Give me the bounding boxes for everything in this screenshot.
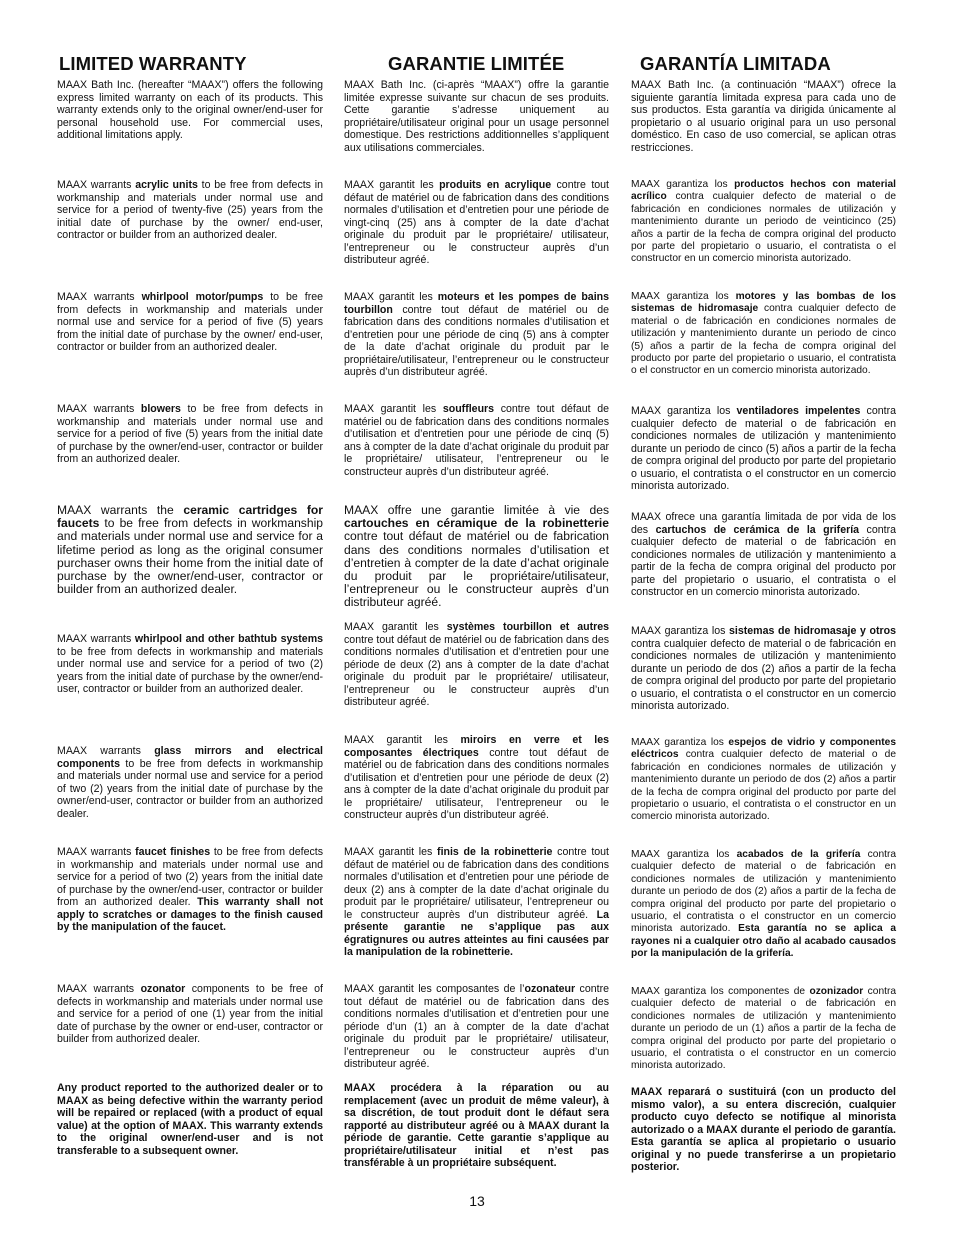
page-number: 13 <box>469 1193 485 1209</box>
whirlpool-motor-paragraph-spanish: MAAX garantiza los motores y las bombas de los sistemas de hidromasaje contra cualquier defecto de material o de fabricación en condiciones normales de utilización y mantenimiento durante un periodo de cinco (5) años a partir de la fecha de compra original del producto por parte del propietario o usuario, el contratista o el constructor en un comercio minorista autorizado. <box>631 291 897 377</box>
blowers-paragraph-spanish: MAAX garantiza los ventiladores impelentes contra cualquier defecto de material o de fabricación en condiciones normales de utilización y mantenimiento durante un periodo de cinco (5) años a partir de la fecha de compra original del producto por parte del propietario o usuario, el contratista o el constructor en un comercio minorista autorizado. <box>631 405 896 493</box>
ceramic-paragraph-english: MAAX warrants the ceramic cartridges for faucets to be free from defects in workmanship and materials under normal use and service for a lifetime period as long as the original consumer purchaser owns their home from the initial date of purchase by the owner/end-user, contractor or builder from an authorized dealer. <box>57 503 323 597</box>
acrylic-paragraph-french: MAAX garantit les produits en acrylique contre tout défaut de matériel ou de fabrication dans des conditions normales d’utilisation et d’entretien pour une période de vingt-cinq (25) ans à compter de la date d’achat originale du produit par le propriétaire/ utilisateur, l’entrepreneur ou le constructeur auprès d’un distributeur agréé. <box>344 179 610 267</box>
intro-paragraph-french: MAAX Bath Inc. (ci-après “MAAX”) offre la garantie limitée expresse suivante sur chacun de ses produits. Cette garantie s’adresse uniquement au propriétaire/utilisateur original pour un usage personnel domestique. Des restrictions additionnelles s’appliquent aux utilisations commerciales. <box>344 79 609 154</box>
intro-paragraph-english: MAAX Bath Inc. (hereafter “MAAX”) offers the following express limited warranty on each of its products. This warranty extends only to the original owner/end-user for personal household use. For commercial uses, additional limitations apply. <box>57 79 323 142</box>
whirlpool-motor-paragraph-french: MAAX garantit les moteurs et les pompes de bains tourbillon contre tout défaut de matériel ou de fabrication dans des conditions normales d’utilisation et d’entretien pour une période de cinq (5) ans à compter de la date d’achat originale du produit par le propriétaire/utilisateur, l’entrepreneur ou le constructeur auprès d’un distributeur agréé. <box>344 291 609 379</box>
acrylic-paragraph-english: MAAX warrants acrylic units to be free from defects in workmanship and materials under normal use and service for a period of twenty-five (25) years from the initial date of purchase by the owner/ end-user, contractor or builder from an authorized dealer. <box>57 179 324 242</box>
mirrors-paragraph-french: MAAX garantit les miroirs en verre et les composantes électriques contre tout défaut de matériel ou de fabrication dans des conditions normales d’utilisation et d’entretien pour une période de deux (2) ans à compter de la date d’achat originale du produit par le propriétaire/ utilisateur, l’entrepreneur ou le constructeur auprès d’un distributeur agréé. <box>344 734 610 822</box>
ozonator-paragraph-english: MAAX warrants ozonator components to be free of defects in workmanship and materials under normal use and service for a period of one (1) year from the initial date of purchase by the owner or end-user, contractor or builder from authorized dealer. <box>57 983 324 1046</box>
acrylic-paragraph-spanish: MAAX garantiza los productos hechos con material acrílico contra cualquier defecto de material o de fabricación en condiciones normales de utilización y mantenimiento durante un periodo de veinticinco (25) años a partir de la fecha de compra original del producto por parte del propietario o usuario, el contratista o el constructor en un comercio minorista autorizado. <box>631 179 896 265</box>
final-paragraph-spanish: MAAX reparará o sustituirá (con un producto del mismo valor), a su entera discreción, cualquier producto cuyo defecto se notifique al minorista autorizado o a MAAX durante el periodo de garantía. Esta garantía se aplica al propietario o usuario original y no puede transferirse a un propietario posterior. <box>631 1086 896 1174</box>
blowers-paragraph-english: MAAX warrants blowers to be free from defects in workmanship and materials under normal use and service for a period of five (5) years from the initial date of purchase by the owner/end-user, contractor or builder from an authorized dealer. <box>57 403 324 466</box>
systems-paragraph-spanish: MAAX garantiza los sistemas de hidromasaje y otros contra cualquier defecto de material o de fabricación en condiciones normales de utilización y mantenimiento durante un periodo de dos (2) años a partir de la fecha de compra original del producto por parte del propietario o usuario, el contratista o el constructor en un comercio minorista autorizado. <box>631 625 896 713</box>
faucet-paragraph-english: MAAX warrants faucet finishes to be free from defects in workmanship and materials under normal use and service for a period of two (2) years from the initial date of purchase by the owner/end-user, contractor or builder from an authorized dealer. This warranty shall not apply to scratches or damages to the finish caused by the manipulation of the faucet. <box>57 846 324 934</box>
faucet-paragraph-french: MAAX garantit les finis de la robinetterie contre tout défaut de matériel ou de fabrication dans des conditions normales d’utilisation et d’entretien pour une période de deux (2) ans à compter de la date d’achat originale du produit par le propriétaire/ utilisateur, l’entrepreneur ou le constructeur auprès d’un distributeur agréé. La présente garantie ne s’applique pas aux égratignures ou autres atteintes au fini causées par la manipulation de la robinetterie. <box>344 846 609 959</box>
mirrors-paragraph-english: MAAX warrants glass mirrors and electrical components to be free from defects in workmanship and materials under normal use and service for a period of two (2) years from the initial date of purchase by the owner/end-user, contractor or builder from an authorized dealer. <box>57 745 323 820</box>
faucet-paragraph-spanish: MAAX garantiza los acabados de la grifería contra cualquier defecto de material o de fabricación en condiciones normales de utilización y mantenimiento durante un periodo de dos (2) años a partir de la fecha de compra original del producto por parte del propietario o usuario, el contratista o el constructor en un comercio minorista autorizado. Esta garantía no se aplica a rayones ni a cualquier otro daño al acabado causados por la manipulación de la grifería. <box>631 849 896 960</box>
ozonator-paragraph-spanish: MAAX garantiza los componentes de ozonizador contra cualquier defecto de material o de fabricación en condiciones normales de utilización y mantenimiento durante un periodo de un (1) años a partir de la fecha de compra original del producto por parte del propietario o usuario, el contratista o el constructor en un comercio minorista autorizado. <box>631 986 896 1072</box>
ceramic-paragraph-french: MAAX offre une garantie limitée à vie des cartouches en céramique de la robinetterie contre tout défaut de matériel ou de fabrication dans des conditions normales d’utilisation et d’entretien à compter de la date d’achat originale du produit par le propriétaire/utilisateur, l’entrepreneur ou le constructeur auprès d’un distributeur agréé. <box>344 503 609 610</box>
title-spanish: GARANTÍA LIMITADA <box>640 53 831 74</box>
blowers-paragraph-french: MAAX garantit les souffleurs contre tout défaut de matériel ou de fabrication dans des conditions normales d’utilisation et d’entretien pour une période de cinq (5) ans à compter de la date d’achat originale du produit par le propriétaire/ utilisateur, l’entrepreneur ou le constructeur auprès d’un distributeur agréé. <box>344 403 610 478</box>
final-paragraph-english: Any product reported to the authorized dealer or to MAAX as being defective within the warranty period will be repaired or replaced (with a product of equal value) at the option of MAAX. This warranty extends to the original owner/end-user and is not transferable to a subsequent owner. <box>57 1082 323 1157</box>
mirrors-paragraph-spanish: MAAX garantiza los espejos de vidrio y componentes eléctricos contra cualquier defecto de material o de fabricación en condiciones normales de utilización y mantenimiento durante un periodo de dos (2) años a partir de la fecha de compra original del producto por parte del propietario o usuario, el contratista o el constructor en un comercio minorista autorizado. <box>631 737 896 823</box>
ceramic-paragraph-spanish: MAAX ofrece una garantía limitada de por vida de los des cartuchos de cerámica de la grifería contra cualquier defecto de material o de fabricación en condiciones normales de utilización y mantenimiento a partir de la fecha de compra original del producto por parte del propietario o usuario, el contratista o el constructor en un comercio minorista autorizado. <box>631 511 896 599</box>
title-english: LIMITED WARRANTY <box>59 53 247 74</box>
systems-paragraph-french: MAAX garantit les systèmes tourbillon et autres contre tout défaut de matériel ou de fabrication dans des conditions normales d’utilisation et d’entretien pour une période de deux (2) ans à compter de la date d’achat originale du produit par le propriétaire/ utilisateur, l’entrepreneur ou le constructeur auprès d’un distributeur agréé. <box>344 621 610 709</box>
title-french: GARANTIE LIMITÉE <box>388 53 565 74</box>
whirlpool-motor-paragraph-english: MAAX warrants whirlpool motor/pumps to be free from defects in workmanship and materials under normal use and service for a period of five (5) years from the initial date of purchase by the owner/ end-user, contractor or builder from an authorized dealer. <box>57 291 324 354</box>
ozonator-paragraph-french: MAAX garantit les composantes de l’ozonateur contre tout défaut de matériel ou de fabrication dans des conditions normales d’utilisation et d’entretien pour une période d’un (1) an à compter de la date d’achat originale du produit par le propriétaire/ utilisateur, l’entrepreneur ou le constructeur auprès d’un distributeur agréé. <box>344 983 609 1071</box>
systems-paragraph-english: MAAX warrants whirlpool and other bathtub systems to be free from defects in workmanship and materials under normal use and service for a period of two (2) years from the initial date of purchase by the owner/end-user, contractor or builder from an authorized dealer. <box>57 633 324 696</box>
final-paragraph-french: MAAX procédera à la réparation ou au remplacement (avec un produit de même valeur), à sa discrétion, de tout produit dont le défaut sera rapporté au distributeur agréé ou à MAAX durant la période de garantie. Cette garantie s’applique au propriétaire/utilisateur initial et n’est pas transférable à un propriétaire subséquent. <box>344 1082 609 1170</box>
intro-paragraph-spanish: MAAX Bath Inc. (a continuación “MAAX”) ofrece la siguiente garantía limitada expresa para cada uno de sus productos. Esta garantía va dirigida únicamente al propietario o al usuario original para un uso personal doméstico. En caso de uso comercial, se aplican otras restricciones. <box>631 79 896 154</box>
